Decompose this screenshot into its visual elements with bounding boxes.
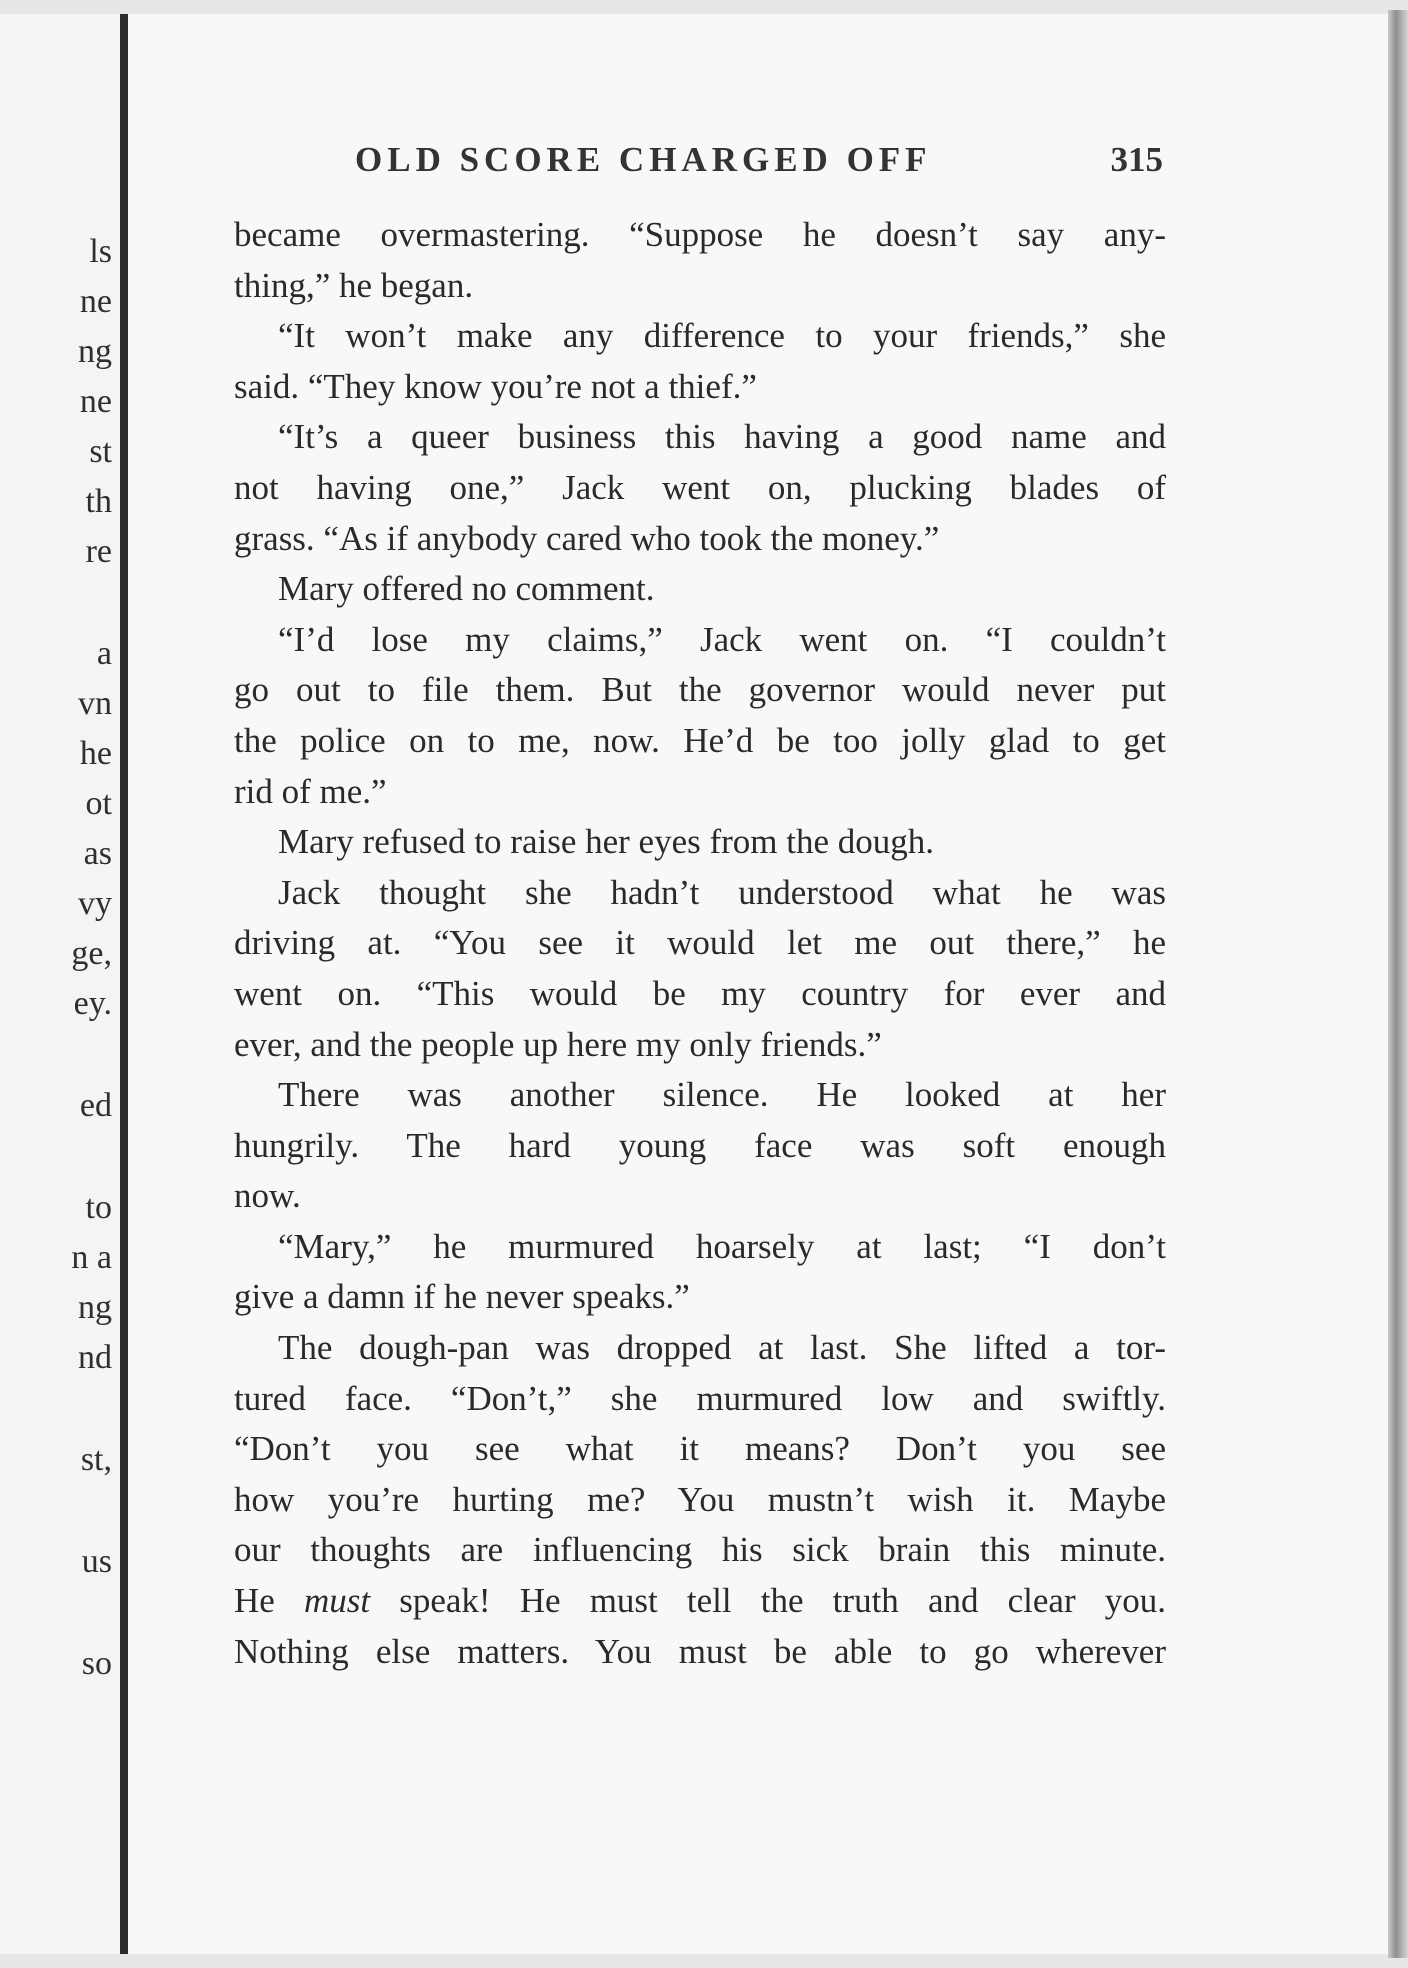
body-text xyxy=(234,210,1166,1677)
running-head xyxy=(355,140,1163,190)
previous-page-fragment: a xyxy=(96,635,112,672)
previous-page-fragment: nd xyxy=(78,1339,112,1376)
text-line: Nothing else matters. You must be able to go wherever xyxy=(234,1631,1166,1671)
text-line: “Mary,” he murmured hoarsely at last; “I don’t xyxy=(278,1226,1166,1266)
text-line: our thoughts are influencing his sick brain this minute. xyxy=(234,1530,1166,1570)
text-line: the police on to me, now. He’d be too jolly glad to get xyxy=(234,720,1166,760)
text-line: tured face. “Don’t,” she murmured low and swiftly. xyxy=(234,1378,1166,1418)
previous-page-fragment: vn xyxy=(78,685,112,722)
previous-page-fragment: us xyxy=(81,1543,112,1580)
text-line: said. “They know you’re not a thief.” xyxy=(234,366,757,406)
previous-page-fragment: ne xyxy=(79,283,112,320)
previous-page-fragment: to xyxy=(85,1189,112,1226)
previous-page-fragment: th xyxy=(85,483,112,520)
previous-page-fragment: so xyxy=(81,1645,112,1682)
text-line: There was another silence. He looked at her xyxy=(278,1075,1166,1115)
text-line: not having one,” Jack went on, plucking blades of xyxy=(234,467,1166,507)
text-line: thing,” he began. xyxy=(234,265,474,305)
text-line: The dough-pan was dropped at last. She lifted a tor- xyxy=(278,1328,1166,1368)
text-line: “I’d lose my claims,” Jack went on. “I couldn’t xyxy=(278,619,1166,659)
text-line: rid of me.” xyxy=(234,771,387,811)
previous-page-fragment: vy xyxy=(78,885,112,922)
previous-page-fragment: ge, xyxy=(71,935,112,972)
text-line: “It won’t make any difference to your friends,” she xyxy=(278,316,1166,356)
text-line: “It’s a queer business this having a good name and xyxy=(278,417,1166,457)
text-line: Jack thought she hadn’t understood what he was xyxy=(278,872,1166,912)
text-line: now. xyxy=(234,1176,301,1216)
previous-page-fragment: ng xyxy=(78,1289,112,1326)
text-line: how you’re hurting me? You mustn’t wish it. Maybe xyxy=(234,1479,1166,1519)
previous-page-fragment: ed xyxy=(79,1087,112,1124)
previous-page-fragment: ne xyxy=(79,383,112,420)
text-line: He must speak! He must tell the truth and clear you. xyxy=(234,1581,1167,1621)
previous-page-fragment: ls xyxy=(89,233,112,270)
text-line: went on. “This would be my country for ever and xyxy=(234,973,1166,1013)
previous-page-fragment: st xyxy=(89,433,112,470)
book-gutter xyxy=(120,14,128,1954)
previous-page-fragment: re xyxy=(85,533,112,570)
text-line: driving at. “You see it would let me out there,” he xyxy=(234,923,1166,963)
text-line: Mary refused to raise her eyes from the dough. xyxy=(278,822,935,862)
previous-page-edge xyxy=(0,14,120,1954)
text-line: go out to file them. But the governor would never put xyxy=(234,670,1166,710)
previous-page-fragment: st, xyxy=(80,1441,112,1478)
previous-page-fragment: ey. xyxy=(73,985,112,1022)
previous-page-fragment: ng xyxy=(78,333,112,370)
text-line: Mary offered no comment. xyxy=(278,569,655,609)
text-line: grass. “As if anybody cared who took the money.” xyxy=(234,518,940,558)
text-line: became overmastering. “Suppose he doesn’t say any- xyxy=(234,215,1166,254)
previous-page-fragment: ot xyxy=(85,785,112,822)
text-line: give a damn if he never speaks.” xyxy=(234,1277,690,1317)
text-line: ever, and the people up here my only friends.” xyxy=(234,1024,882,1064)
text-line: hungrily. The hard young face was soft enough xyxy=(234,1125,1166,1165)
previous-page-fragment: n a xyxy=(71,1239,112,1276)
page-block-edge xyxy=(1388,10,1408,1958)
previous-page-fragment: he xyxy=(79,735,112,772)
running-head-title: OLD SCORE CHARGED OFF xyxy=(355,140,932,179)
previous-page-fragment: as xyxy=(83,835,112,872)
text-line: “Don’t you see what it means? Don’t you see xyxy=(234,1429,1166,1469)
page-number: 315 xyxy=(1110,140,1163,179)
